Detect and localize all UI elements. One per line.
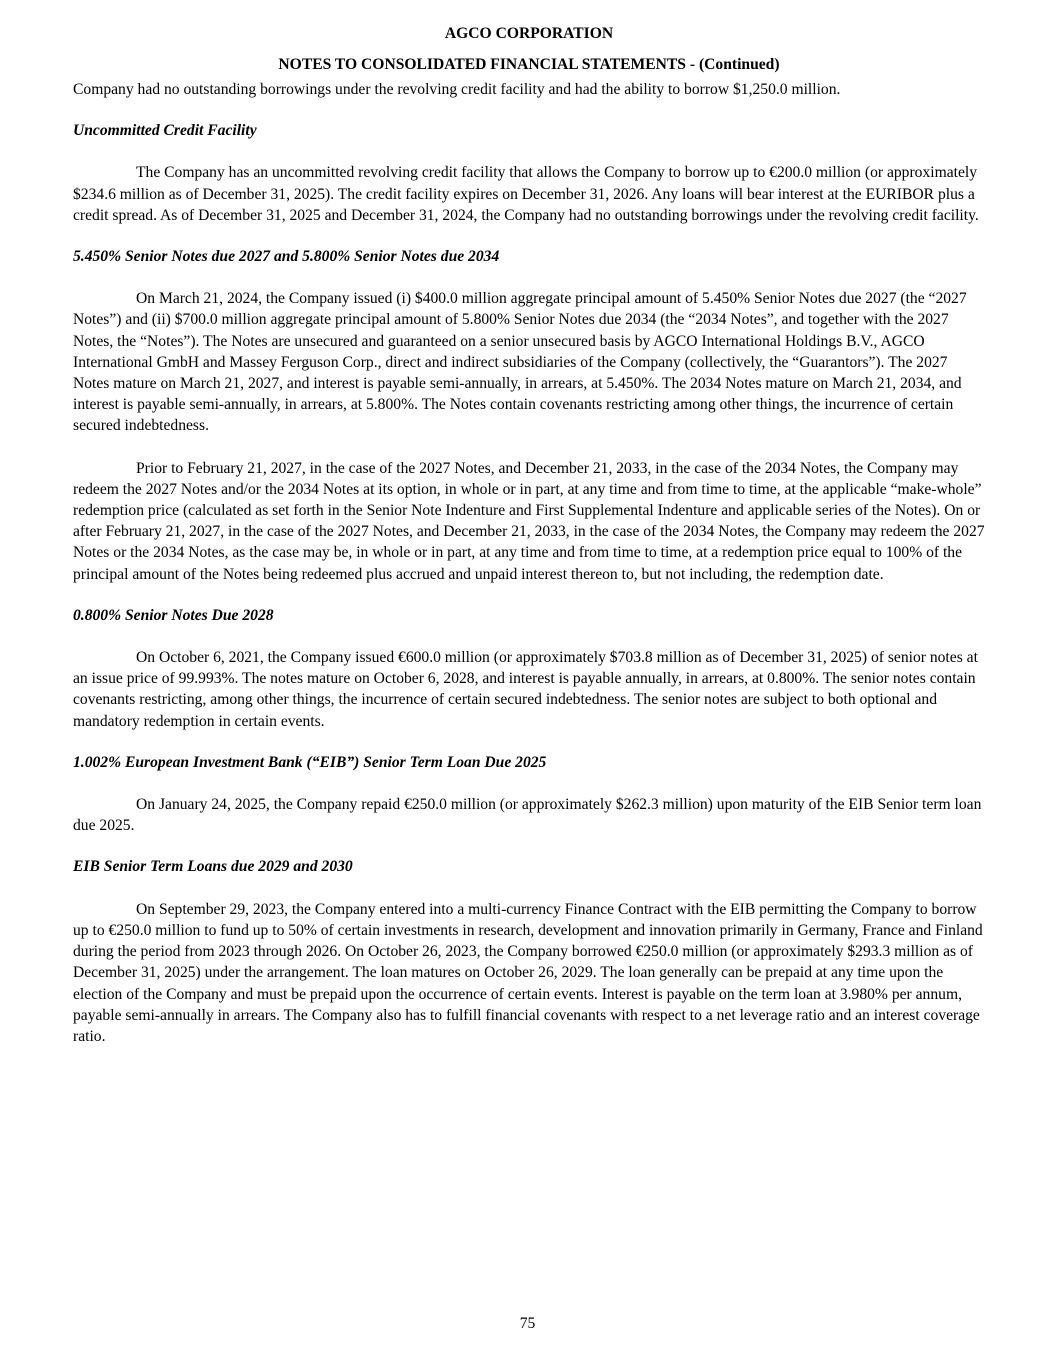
section-heading-eib-loan-2025: 1.002% European Investment Bank (“EIB”) Senior Term Loan Due 2025	[73, 753, 547, 771]
paragraph-eib-loan-2025: On January 24, 2025, the Company repaid €250.0 million (or approximately $262.3 million) upon maturity of the EIB Senior term loan due 2025.	[73, 796, 982, 835]
statement-title: NOTES TO CONSOLIDATED FINANCIAL STATEMENTS - (Continued)	[278, 56, 780, 73]
section-heading-senior-notes-2027-2034: 5.450% Senior Notes due 2027 and 5.800% Senior Notes due 2034	[73, 248, 500, 266]
document-page	[73, 24, 985, 1047]
paragraph-senior-notes-issuance: On March 21, 2024, the Company issued (i) $400.0 million aggregate principal amount of 5.450% Senior Notes due 2027 (the “2027 Notes”) and (ii) $700.0 million aggregate principal amount of 5.800% Senior Notes due 2034 (the “2034 Notes”, and together with the 2027 Notes, the “Notes”). The Notes are unsecured and guaranteed on a senior unsecured basis by AGCO International Holdings B.V., AGCO International GmbH and Massey Ferguson Corp., direct and indirect subsidiaries of the Company (collectively, the “Guarantors”). The 2027 Notes mature on March 21, 2027, and interest is payable semi-annually, in arrears, at 5.450%. The 2034 Notes mature on March 21, 2034, and interest is payable semi-annually, in arrears, at 5.800%. The Notes contain covenants restricting among other things, the incurrence of certain secured indebtedness.	[73, 290, 967, 435]
paragraph-senior-notes-redemption: Prior to February 21, 2027, in the case of the 2027 Notes, and December 21, 2033, in the case of the 2034 Notes, the Company may redeem the 2027 Notes and/or the 2034 Notes at its option, in whole or in part, at any time and from time to time, at the applicable “make-whole” redemption price (calculated as set forth in the Senior Note Indenture and First Supplemental Indenture and applicable series of the Notes). On or after February 21, 2027, in the case of the 2027 Notes, and December 21, 2033, in the case of the 2034 Notes, the Company may redeem the 2027 Notes or the 2034 Notes, as the case may be, in whole or in part, at any time and from time to time, at a redemption price equal to 100% of the principal amount of the Notes being redeemed plus accrued and unpaid interest thereon to, but not including, the redemption date.	[73, 459, 985, 583]
intro-paragraph: Company had no outstanding borrowings under the revolving credit facility and had the ability to borrow $1,250.0 million.	[73, 81, 841, 98]
paragraph-senior-notes-2028: On October 6, 2021, the Company issued €600.0 million (or approximately $703.8 million as of December 31, 2025) of senior notes at an issue price of 99.993%. The notes mature on October 6, 2028, and interest is payable annually, in arrears, at 0.800%. The senior notes contain covenants restricting, among other things, the incurrence of certain secured indebtedness. The senior notes are subject to both optional and mandatory redemption in certain events.	[73, 649, 978, 730]
page-number: 75	[519, 1315, 536, 1332]
section-heading-eib-loans-2029-2030: EIB Senior Term Loans due 2029 and 2030	[73, 858, 353, 876]
company-name: AGCO CORPORATION	[444, 25, 614, 42]
section-heading-senior-notes-2028: 0.800% Senior Notes Due 2028	[73, 606, 274, 624]
section-heading-uncommitted-credit: Uncommitted Credit Facility	[73, 122, 257, 140]
paragraph-eib-loans-2029-2030: On September 29, 2023, the Company entered into a multi-currency Finance Contract with the EIB permitting the Company to borrow up to €250.0 million to fund up to 50% of certain investments in research, development and innovation primarily in Germany, France and Finland during the period from 2023 through 2026. On October 26, 2023, the Company borrowed €250.0 million (or approximately $293.3 million as of December 31, 2025) under the arrangement. The loan matures on October 26, 2029. The loan generally can be prepaid at any time upon the election of the Company and must be prepaid upon the occurrence of certain events. Interest is payable on the term loan at 3.980% per annum, payable semi-annually in arrears. The Company also has to fulfill financial covenants with respect to a net leverage ratio and an interest coverage ratio.	[73, 900, 983, 1045]
paragraph-uncommitted-credit: The Company has an uncommitted revolving credit facility that allows the Company to borrow up to €200.0 million (or approximately $234.6 million as of December 31, 2025). The credit facility expires on December 31, 2026. Any loans will bear interest at the EURIBOR plus a credit spread. As of December 31, 2025 and December 31, 2024, the Company had no outstanding borrowings under the revolving credit facility.	[73, 164, 979, 224]
